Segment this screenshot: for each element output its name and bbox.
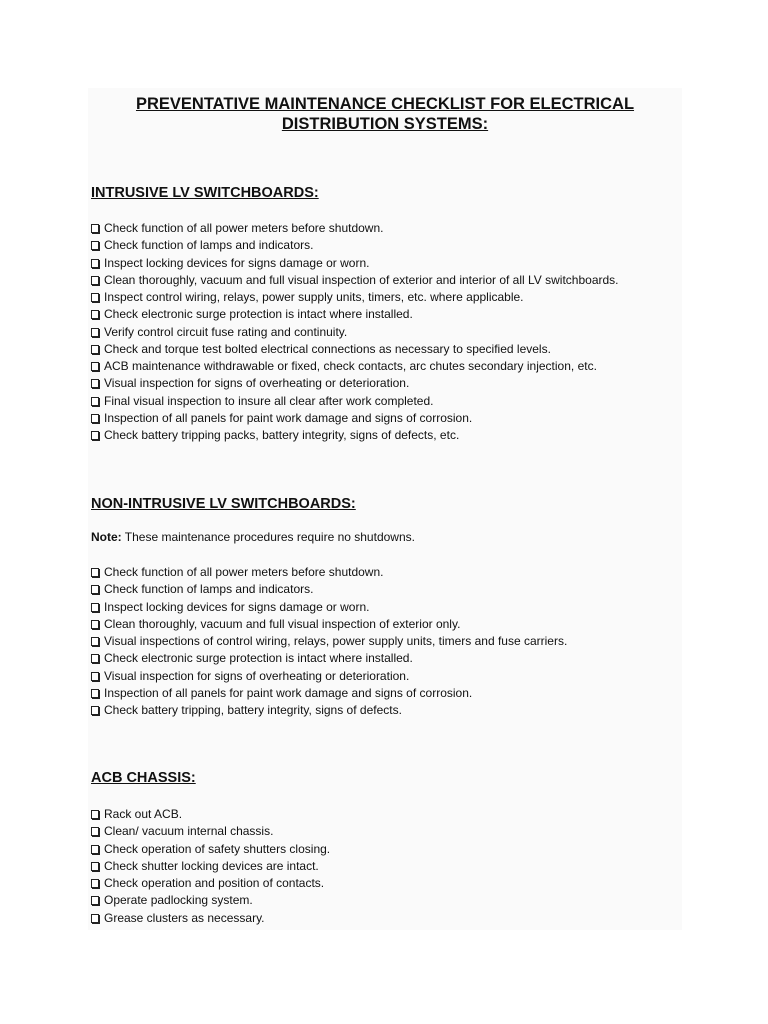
checklist-item — [91, 289, 619, 306]
checkbox-icon — [91, 585, 99, 594]
checkbox-icon — [91, 914, 99, 923]
checklist-item-text: Check electronic surge protection is intact where installed. — [104, 651, 413, 666]
checkbox-icon — [91, 637, 99, 646]
document-title-line-1: PREVENTATIVE MAINTENANCE CHECKLIST FOR ELECTRICAL — [135, 95, 635, 113]
checkbox-icon — [91, 654, 99, 663]
checklist-item-text: Grease clusters as necessary. — [104, 910, 265, 925]
checklist-item-text: Check electronic surge protection is intact where installed. — [104, 307, 413, 322]
checkbox-icon — [91, 827, 99, 836]
note-text: These maintenance procedures require no shutdowns. — [121, 530, 415, 544]
checklist-item — [91, 702, 567, 719]
checklist-item-text: Check battery tripping, battery integrity, signs of defects. — [104, 703, 402, 717]
checklist-item-text: Visual inspection for signs of overheating or deterioration. — [104, 668, 410, 683]
checklist-item — [91, 685, 567, 702]
checklist-item — [91, 581, 567, 598]
intrusive-checklist — [91, 220, 619, 444]
checklist-item — [91, 841, 330, 858]
checklist-item — [91, 220, 619, 237]
non-intrusive-checklist — [91, 564, 567, 719]
checklist-item-text: Clean thoroughly, vacuum and full visual inspection of exterior only. — [104, 616, 461, 631]
checkbox-icon — [91, 310, 99, 319]
checklist-item — [91, 599, 567, 616]
checkbox-icon — [91, 431, 99, 440]
checklist-item-text: Check and torque test bolted electrical connections as necessary to specified levels. — [104, 341, 551, 356]
section-heading-non-intrusive: NON-INTRUSIVE LV SWITCHBOARDS: — [91, 496, 356, 512]
checklist-item-text: Visual inspection for signs of overheating or deterioration. — [104, 376, 410, 391]
checklist-item — [91, 306, 619, 323]
checklist-item-text: Check operation of safety shutters closing. — [104, 841, 331, 856]
checkbox-icon — [91, 293, 99, 302]
checklist-item-text: ACB maintenance withdrawable or fixed, check contacts, arc chutes secondary injection, etc. — [104, 359, 597, 373]
checkbox-icon — [91, 672, 99, 681]
checkbox-icon — [91, 259, 99, 268]
checklist-item — [91, 272, 619, 289]
maintenance-note — [91, 530, 415, 545]
checklist-item-text: Inspect locking devices for signs damage or worn. — [104, 255, 370, 270]
checkbox-icon — [91, 845, 99, 854]
section-heading-acb-chassis: ACB CHASSIS: — [91, 770, 196, 786]
checkbox-icon — [91, 224, 99, 233]
checkbox-icon — [91, 810, 99, 819]
checklist-item-text: Inspection of all panels for paint work damage and signs of corrosion. — [104, 685, 473, 700]
checklist-item — [91, 858, 330, 875]
checkbox-icon — [91, 345, 99, 354]
checklist-item-text: Final visual inspection to insure all clear after work completed. — [104, 393, 434, 408]
checklist-item — [91, 393, 619, 410]
checklist-item-text: Operate padlocking system. — [104, 893, 253, 908]
checklist-item — [91, 255, 619, 272]
checklist-item — [91, 375, 619, 392]
checklist-item-text: Inspection of all panels for paint work damage and signs of corrosion. — [104, 410, 473, 425]
checklist-item — [91, 910, 330, 927]
checklist-item — [91, 806, 330, 823]
checklist-item — [91, 823, 330, 840]
checklist-item-text: Check battery tripping packs, battery integrity, signs of defects, etc. — [104, 428, 460, 442]
checklist-item — [91, 324, 619, 341]
checkbox-icon — [91, 379, 99, 388]
note-label: Note: — [91, 530, 122, 544]
checkbox-icon — [91, 896, 99, 905]
checkbox-icon — [91, 603, 99, 612]
checklist-item-text: Verify control circuit fuse rating and continuity. — [104, 324, 348, 339]
checklist-item-text: Clean/ vacuum internal chassis. — [104, 824, 274, 839]
checklist-item — [91, 616, 567, 633]
checklist-item — [91, 410, 619, 427]
checkbox-icon — [91, 620, 99, 629]
checklist-item-text: Clean thoroughly, vacuum and full visual inspection of exterior and interior of all LV switchboards. — [104, 272, 619, 287]
checklist-item-text: Visual inspections of control wiring, relays, power supply units, timers and fuse carriers. — [104, 634, 568, 648]
checklist-item — [91, 427, 619, 444]
checklist-item-text: Check function of lamps and indicators. — [104, 238, 314, 253]
checkbox-icon — [91, 241, 99, 250]
checkbox-icon — [91, 276, 99, 285]
section-heading-intrusive: INTRUSIVE LV SWITCHBOARDS: — [91, 185, 319, 201]
checkbox-icon — [91, 362, 99, 371]
checklist-item — [91, 892, 330, 909]
checkbox-icon — [91, 689, 99, 698]
checklist-item — [91, 668, 567, 685]
checkbox-icon — [91, 328, 99, 337]
checklist-item-text: Inspect control wiring, relays, power supply units, timers, etc. where applicable. — [104, 290, 524, 304]
checklist-item — [91, 650, 567, 667]
checklist-item — [91, 341, 619, 358]
checkbox-icon — [91, 568, 99, 577]
checklist-item — [91, 237, 619, 254]
checklist-item-text: Check function of all power meters before shutdown. — [104, 565, 384, 579]
checklist-item-text: Inspect locking devices for signs damage or worn. — [104, 599, 370, 614]
checklist-item-text: Check operation and position of contacts. — [104, 876, 325, 890]
checkbox-icon — [91, 397, 99, 406]
checkbox-icon — [91, 862, 99, 871]
checklist-item-text: Check function of all power meters before shutdown. — [104, 221, 384, 235]
checklist-item — [91, 358, 619, 375]
checkbox-icon — [91, 414, 99, 423]
checklist-item-text: Check shutter locking devices are intact. — [104, 858, 319, 873]
acb-chassis-checklist — [91, 806, 330, 927]
checklist-item — [91, 875, 330, 892]
checkbox-icon — [91, 879, 99, 888]
checklist-item-text: Check function of lamps and indicators. — [104, 582, 314, 597]
checklist-item-text: Rack out ACB. — [104, 807, 183, 821]
document-title-line-2: DISTRIBUTION SYSTEMS: — [281, 115, 489, 133]
checklist-item — [91, 564, 567, 581]
checklist-item — [91, 633, 567, 650]
checkbox-icon — [91, 706, 99, 715]
